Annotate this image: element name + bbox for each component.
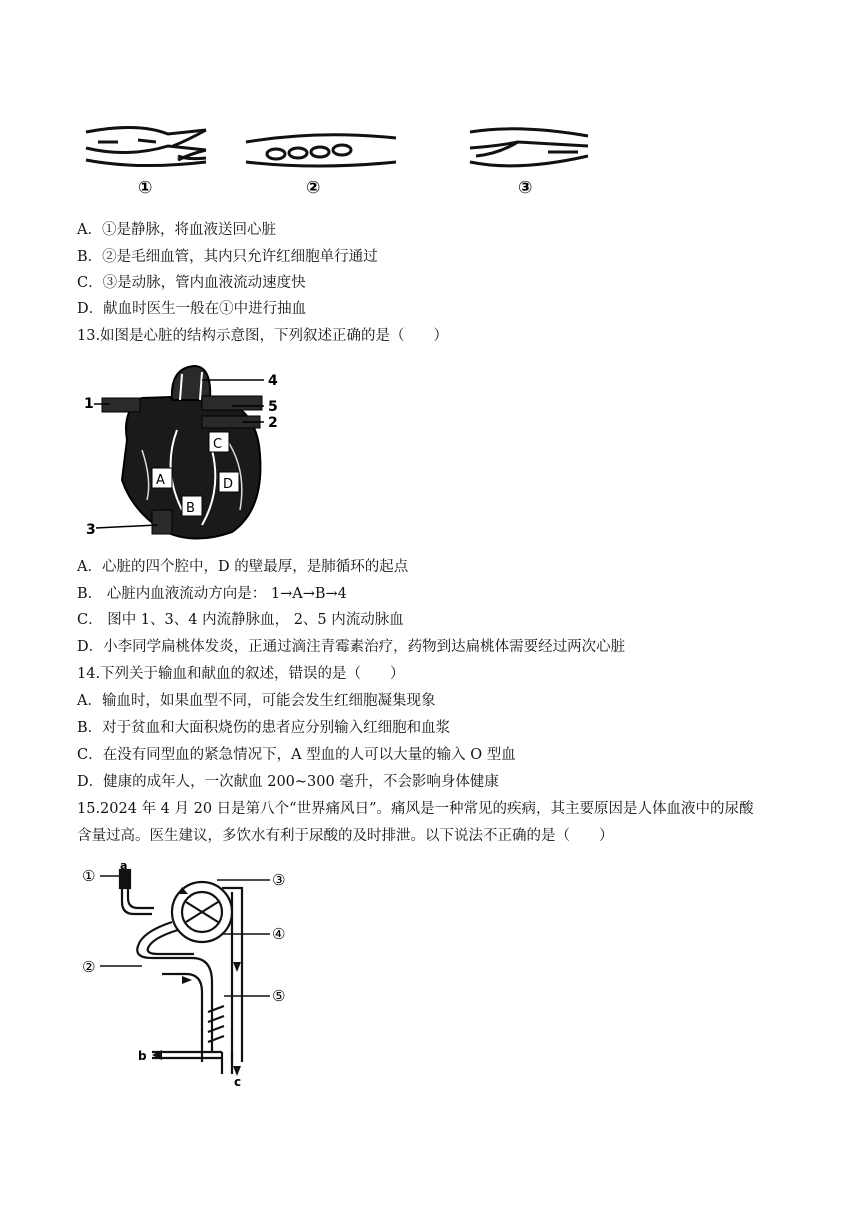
q15-stem-line-1: 15.2024 年 4 月 20 日是第八个“世界痛风日”。痛风是一种常见的疾病，其主要原因是人体血液中的尿酸 [77, 801, 754, 817]
q12-option-d: D．献血时医生一般在①中进行抽血 [77, 301, 307, 317]
vessel-1-drawing [86, 127, 206, 165]
q13-stem: 13.如图是心脏的结构示意图，下列叙述正确的是（ ） [77, 328, 449, 344]
nephron-label-2: ② [82, 958, 96, 976]
nephron-label-b: b [138, 1049, 147, 1063]
nephron-label-5: ⑤ [272, 987, 286, 1005]
q14-stem: 14.下列关于输血和献血的叙述，错误的是（ ） [77, 666, 405, 682]
nephron-label-c: c [234, 1075, 242, 1089]
nephron-label-4: ④ [272, 925, 286, 943]
q14-option-b: B．对于贫血和大面积烧伤的患者应分别输入红细胞和血浆 [77, 720, 451, 736]
chamber-label-b: B [186, 501, 195, 516]
nephron-diagram [82, 862, 312, 1092]
heart-label-2: 2 [268, 415, 278, 431]
heart-label-4: 4 [268, 373, 278, 389]
blood-vessels-figure [78, 118, 608, 203]
q12-option-c: C．③是动脉，管内血液流动速度快 [77, 275, 306, 291]
vessel-3-drawing [470, 129, 588, 166]
q13-option-c: C． 图中 1、3、4 内流静脉血， 2、5 内流动脉血 [77, 612, 404, 628]
vessel-2-drawing [246, 135, 396, 166]
nephron-label-a: a [120, 862, 128, 872]
nephron-label-1: ① [82, 867, 96, 885]
nephron-label-3: ③ [272, 871, 286, 889]
q13-option-b: B． 心脏内血液流动方向是： 1→A→B→4 [77, 586, 347, 602]
q14-option-a: A．输血时，如果血型不同，可能会发生红细胞凝集现象 [77, 693, 436, 709]
heart-diagram [82, 360, 292, 545]
vessel-label-2: ② [306, 178, 321, 198]
q13-option-a: A．心脏的四个腔中，D 的壁最厚，是肺循环的起点 [77, 559, 409, 575]
q15-stem-line-2: 含量过高。医生建议，多饮水有利于尿酸的及时排泄。以下说法不正确的是（ ） [77, 828, 614, 844]
q13-option-d: D．小李同学扁桃体发炎，正通过滴注青霉素治疗，药物到达扁桃体需要经过两次心脏 [77, 639, 626, 655]
heart-label-5: 5 [268, 399, 278, 415]
q14-option-c: C．在没有同型血的紧急情况下，A 型血的人可以大量的输入 O 型血 [77, 747, 516, 763]
heart-label-1: 1 [84, 396, 94, 412]
chamber-label-c: C [213, 437, 223, 452]
q12-option-a: A．①是静脉，将血液送回心脏 [77, 222, 276, 238]
q12-option-b: B．②是毛细血管，其内只允许红细胞单行通过 [77, 249, 378, 265]
heart-label-3: 3 [86, 522, 96, 538]
q14-option-d: D．健康的成年人，一次献血 200~300 毫升，不会影响身体健康 [77, 774, 499, 790]
chamber-label-a: A [156, 473, 165, 488]
chamber-label-d: D [223, 477, 234, 492]
vessel-label-1: ① [138, 178, 153, 198]
vessel-label-3: ③ [518, 178, 533, 198]
